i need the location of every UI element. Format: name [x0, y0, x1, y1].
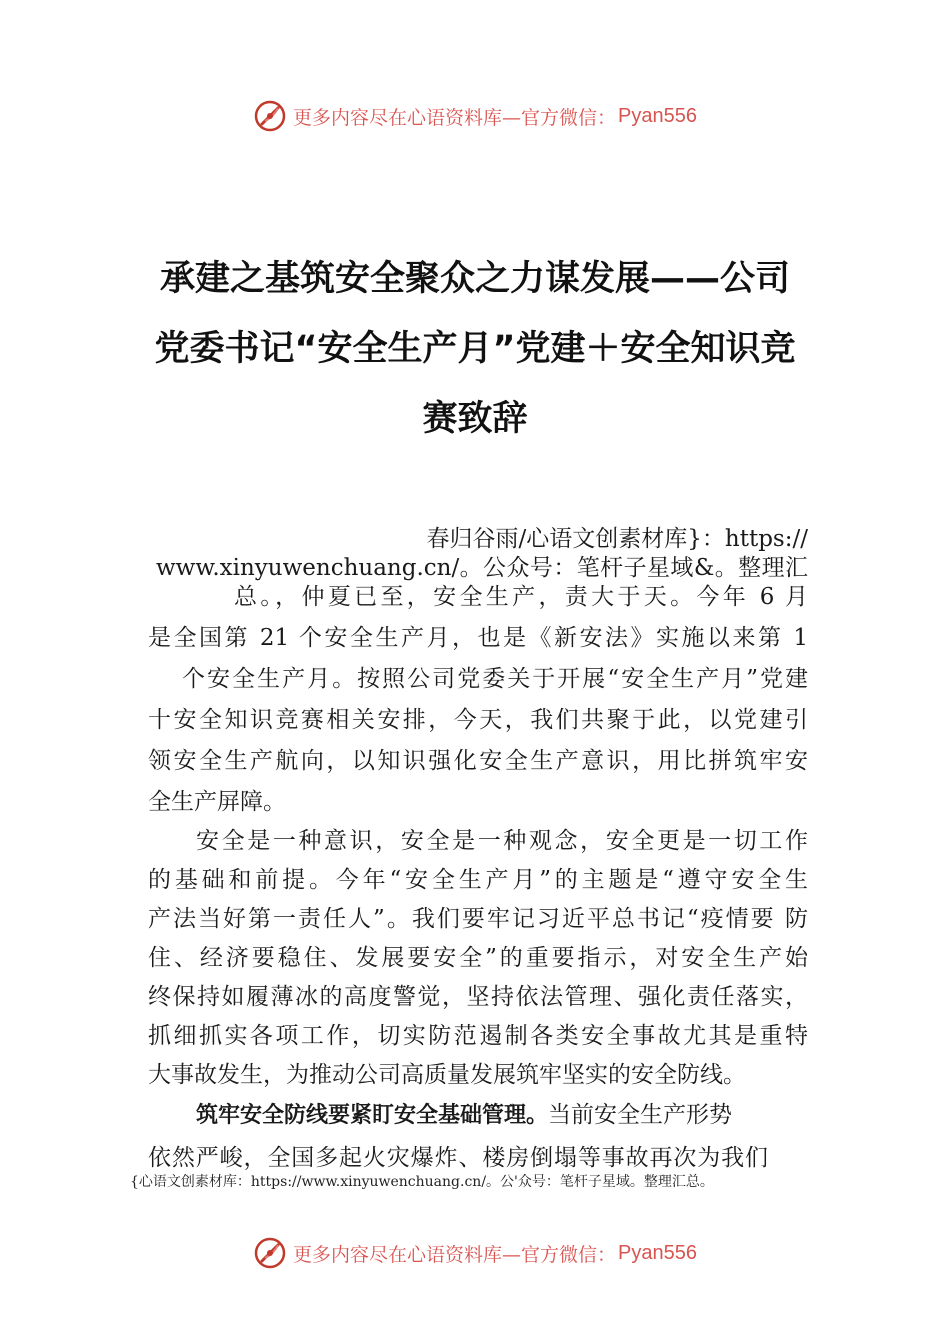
banner-wechat-id: Pyan556: [618, 104, 697, 127]
body-line: 全生产屏障。: [148, 789, 286, 815]
body-line: 产法当好第一责任人”。我们要牢记习近平总书记“疫情要 防: [148, 906, 808, 932]
bold-lead-sentence: 筑牢安全防线要紧盯安全基础管理。: [196, 1103, 549, 1128]
document-title: [100, 244, 850, 454]
header-banner: [0, 96, 950, 136]
title-line-2: 党委书记“安全生产月”党建＋安全知识竞: [154, 329, 796, 369]
banner-text: 更多内容尽在心语资料库—官方微信：: [293, 106, 617, 129]
body-text: 当前安全生产形势: [548, 1102, 733, 1128]
body-line: www.xinyuwenchuang.cn/。公众号：笔杆子星域&。整理汇: [156, 555, 808, 581]
body-line: 领安全生产航向，以知识强化安全生产意识，用比拼筑牢安: [148, 748, 808, 774]
body-line: 总。，仲夏已至，安全生产，责大于天。今年 6 月: [234, 584, 808, 610]
banner-wechat-id: Pyan556: [618, 1241, 697, 1264]
body-line: 十安全知识竞赛相关安排，今天，我们共聚于此，以党建引: [148, 707, 808, 733]
quill-logo-icon: [253, 1236, 287, 1270]
footer-banner: [0, 1233, 950, 1273]
body-line: 抓细抓实各项工作，切实防范遏制各类安全事故尤其是重特: [148, 1023, 808, 1049]
body-line: 依然严峻，全国多起火灾爆炸、楼房倒塌等事故再次为我们: [148, 1145, 768, 1171]
body-line: 安全是一种意识，安全是一种观念，安全更是一切工作: [196, 828, 808, 854]
quill-logo-icon: [253, 99, 287, 133]
body-line: 春归谷雨/心语文创素材库}：https://: [426, 526, 808, 552]
body-line: 终保持如履薄冰的高度警觉，坚持依法管理、强化责任落实，: [148, 984, 808, 1010]
footnote: {心语文创素材库：https://www.xinyuwenchuang.cn/。公'众号：笔杆子星域。整理汇总。: [130, 1174, 714, 1190]
body-line: 是全国第 21 个安全生产月，也是《新安法》实施以来第 1: [148, 625, 808, 651]
body-line: 的基础和前提。今年“安全生产月”的主题是“遵守安全生: [148, 867, 808, 893]
body-line: 住、经济要稳住、发展要安全”的重要指示，对安全生产始: [148, 945, 808, 971]
body-line: [196, 1100, 808, 1131]
title-line-1: 承建之基筑安全聚众之力谋发展——公司: [159, 259, 790, 299]
body-line: 个安全生产月。按照公司党委关于开展“安全生产月”党建: [182, 666, 808, 692]
banner-text: 更多内容尽在心语资料库—官方微信：: [293, 1243, 617, 1266]
title-line-3: 赛致辞: [422, 399, 528, 439]
body-line: 大事故发生，为推动公司高质量发展筑牢坚实的安全防线。: [148, 1062, 746, 1088]
